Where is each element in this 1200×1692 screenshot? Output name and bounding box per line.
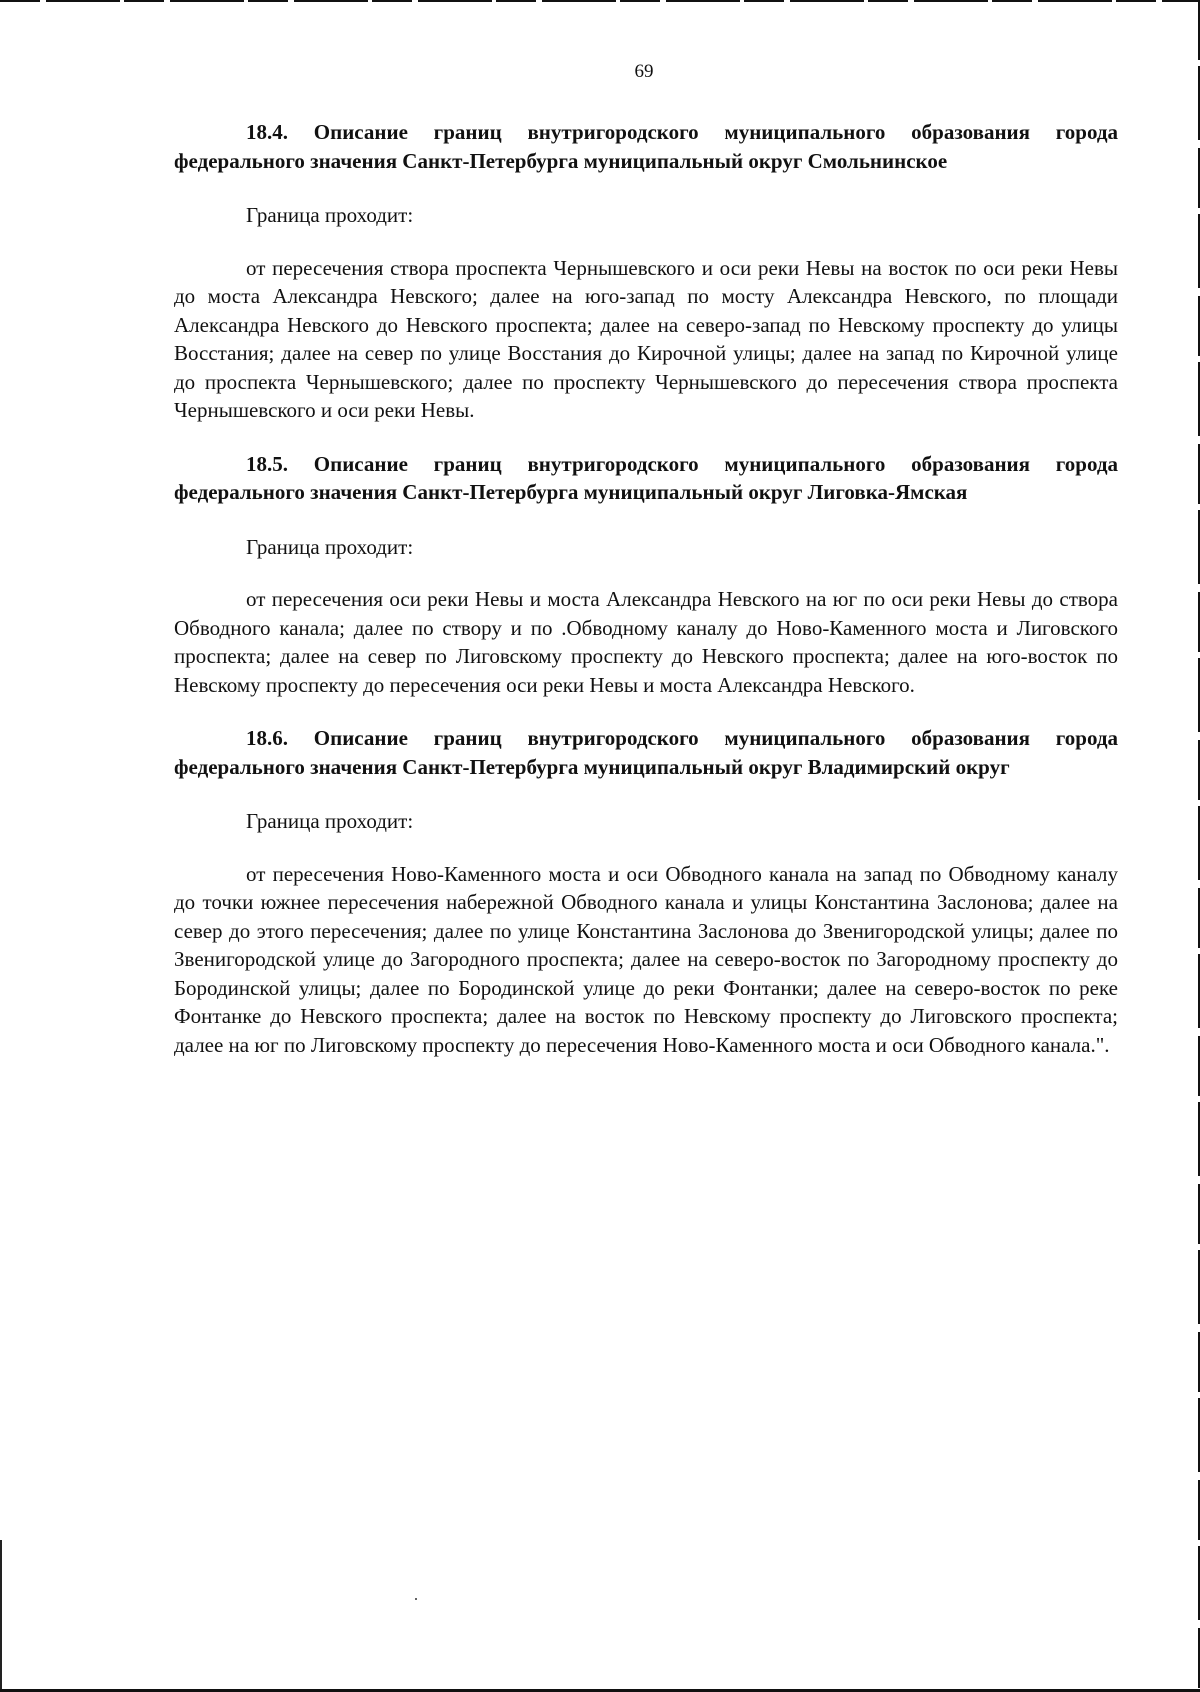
section-heading: 18.5. Описание границ внутригородского муниципального образования города федерального значения Санкт-Петербурга муниципальный округ Лиговка-Ямская xyxy=(174,451,1118,504)
scan-speck xyxy=(415,1598,417,1600)
section-intro: Граница проходит: xyxy=(246,534,414,559)
section-18-6 xyxy=(174,724,1118,1059)
section-text: от пересечения створа проспекта Чернышевского и оси реки Невы на восток по оси реки Невы до моста Александра Невского; далее на юго-запад по мосту Александра Невского, по площади Александра Невского до Невского проспекта; далее на северо-запад по Невскому проспекту до улицы Восстания; далее на север по улице Восстания до Кирочной улицы; далее на запад по Кирочной улице до проспекта Чернышевского; далее по проспекту Чернышевского до пересечения створа проспекта Чернышевского и оси реки Невы. xyxy=(174,255,1118,422)
section-18-5 xyxy=(174,450,1118,700)
section-18-4 xyxy=(174,118,1118,425)
scan-edge-left xyxy=(0,1540,2,1692)
section-heading: 18.4. Описание границ внутригородского муниципального образования города федерального значения Санкт-Петербурга муниципальный округ Смольнинское xyxy=(174,120,1118,173)
section-intro: Граница проходит: xyxy=(246,809,414,833)
section-text: от пересечения оси реки Невы и моста Александра Невского на юг по оси реки Невы до створа Обводного канала; далее по створу и по .Обводному каналу до Ново-Каменного моста и Лиговского проспекта; далее на север по Лиговскому проспекту до Невского проспекта; далее на юго-восток по Невскому проспекту до пересечения оси реки Невы и моста Александра Невского. xyxy=(174,587,1118,697)
section-heading: 18.6. Описание границ внутригородского муниципального образования города федерального значения Санкт-Петербурга муниципальный округ Владимирский округ xyxy=(174,726,1118,779)
page-number: 69 xyxy=(634,61,654,82)
scan-edge-top xyxy=(0,0,1200,2)
document-body xyxy=(174,118,1118,1084)
section-intro: Граница проходит: xyxy=(246,203,414,227)
section-text: от пересечения Ново-Каменного моста и оси Обводного канала на запад по Обводному каналу до точки южнее пересечения набережной Обводного канала и улицы Константина Заслонова; далее на север до этого пересечения; далее по улице Константина Заслонова до Звенигородской улицы; далее по Звенигородской улице до Загородного проспекта; далее на северо-восток по Загородному проспекту до Бородинской улицы; далее по Бородинской улице до реки Фонтанки; далее на северо-восток по реке Фонтанке до Невского проспекта; далее на восток по Невскому проспекту до Лиговского проспекта; далее на юг по Лиговскому проспекту до пересечения Ново-Каменного моста и оси Обводного канала.". xyxy=(174,861,1118,1057)
